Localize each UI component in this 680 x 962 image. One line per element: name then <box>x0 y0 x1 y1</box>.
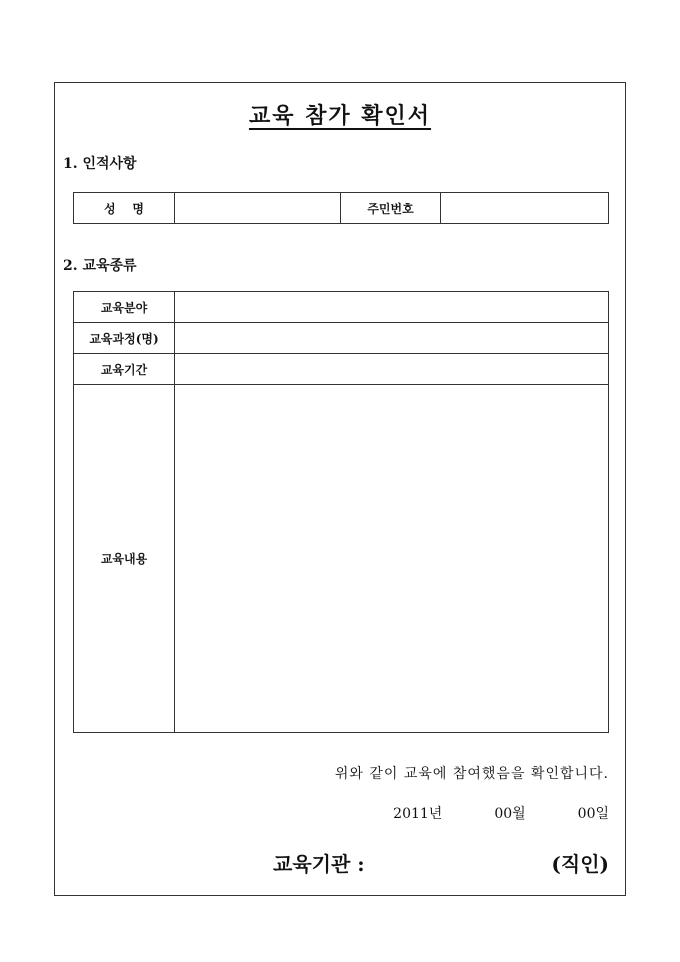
education-course-value[interactable] <box>175 323 609 354</box>
education-content-value[interactable] <box>175 385 609 733</box>
section-personal-info-heading: 1. 인적사항 <box>63 156 137 172</box>
date-day: 00일 <box>577 806 609 822</box>
date-year: 2011년 <box>393 806 443 822</box>
education-info-table <box>73 291 609 733</box>
personal-info-table <box>73 192 609 224</box>
education-content-row <box>74 385 609 733</box>
name-label: 성 명 <box>74 193 175 224</box>
institution-signature-line <box>273 848 609 877</box>
education-course-row <box>74 323 609 354</box>
document-frame <box>54 82 626 896</box>
education-field-row <box>74 292 609 323</box>
name-field[interactable] <box>175 193 341 224</box>
education-field-label: 교육분야 <box>74 292 175 323</box>
section-education-type-heading: 2. 교육종류 <box>63 258 137 274</box>
date-month: 00월 <box>494 806 526 822</box>
resident-number-field[interactable] <box>441 193 609 224</box>
education-content-label: 교육내용 <box>74 385 175 733</box>
confirmation-statement: 위와 같이 교육에 참여했음을 확인합니다. <box>334 766 609 782</box>
seal-label: (직인) <box>551 852 609 876</box>
resident-number-label: 주민번호 <box>341 193 441 224</box>
personal-info-row <box>74 193 609 224</box>
document-title-text: 교육 참가 확인서 <box>248 103 432 129</box>
education-period-value[interactable] <box>175 354 609 385</box>
education-period-label: 교육기간 <box>74 354 175 385</box>
education-field-value[interactable] <box>175 292 609 323</box>
document-title <box>55 99 625 130</box>
education-course-label: 교육과정(명) <box>74 323 175 354</box>
education-period-row <box>74 354 609 385</box>
institution-label: 교육기관 : <box>273 852 365 876</box>
issue-date <box>393 803 609 823</box>
